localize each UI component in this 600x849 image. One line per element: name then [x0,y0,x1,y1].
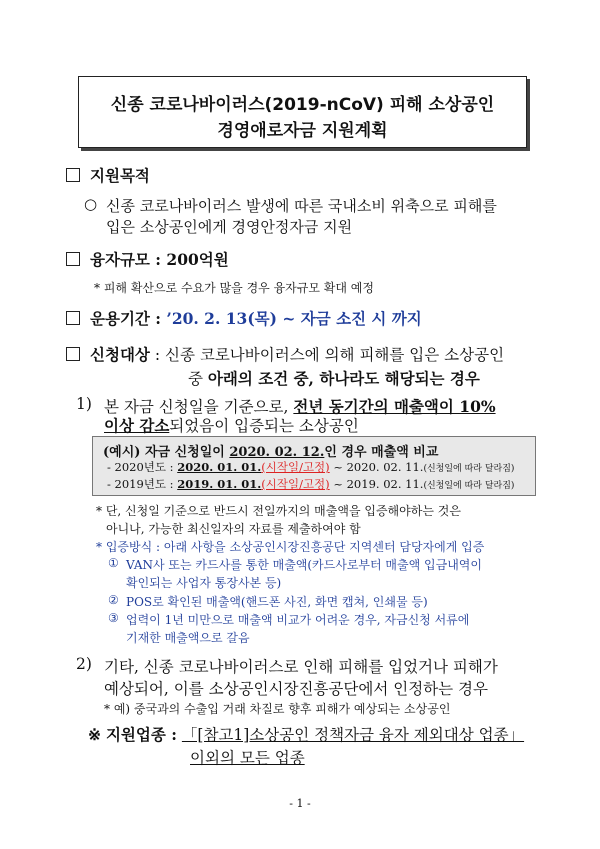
checkbox-square-icon [66,168,80,182]
proof-item3-line1: 업력이 1년 미만으로 매출액 비교가 어려운 경우, 자금신청 서류에 [126,613,470,627]
proof-item3-line2: 기재한 매출액으로 갈음 [126,631,250,645]
purpose-line1: 신종 코로나바이러스 발생에 따른 국내소비 위축으로 피해를 [106,197,497,215]
note1-line2: 아니나, 가능한 최신일자의 자료를 제출하여야 함 [106,522,361,536]
example-box [92,436,536,496]
cond1-line2: 이상 감소되었음이 입증되는 소상공인 [104,416,359,435]
purpose-bullet: ○ [84,195,98,213]
proof-item3-num: ③ [108,611,119,625]
checkbox-square-icon [66,252,80,266]
proof-item1-line2: 확인되는 사업자 통장사본 등) [126,576,282,590]
target-line2: 중 아래의 조건 중, 하나라도 해당되는 경우 [188,369,480,388]
section-purpose-heading: 지원목적 [66,164,150,186]
checkbox-square-icon [66,311,80,325]
cond2-number: 2) [76,655,92,673]
proof-item1-line1: VAN사 또는 카드사를 통한 매출액(카드사로부터 매출액 입금내역이 [126,558,482,572]
example-row-2020: - 2020년도 : 2020. 01. 01.(시작일/고정) ~ 2020. 02. 11.(신청일에 따라 달라짐) [107,460,515,474]
proof-item2-line1: POS로 확인된 매출액(핸드폰 사진, 화면 캡쳐, 인쇄물 등) [126,595,428,609]
checkbox-square-icon [66,347,80,361]
proof-item1-num: ① [108,556,119,570]
doc-title-line1: 신종 코로나바이러스(2019-nCoV) 피해 소상공인 [110,95,495,115]
note1-line1: * 단, 신청일 기준으로 반드시 전일까지의 매출액을 입증해야하는 것은 [96,504,461,518]
example-row-2019: - 2019년도 : 2019. 01. 01.(시작일/고정) ~ 2019. 02. 11.(신청일에 따라 달라짐) [107,477,515,491]
cond1-line1: 본 자금 신청일을 기준으로, 전년 동기간의 매출액이 10% [104,397,496,416]
cond2-line1: 기타, 신종 코로나바이러스로 인해 피해를 입었거나 피해가 [104,658,498,676]
proof-heading: * 입증방식 : 아래 사항을 소상공인시장진흥공단 지역센터 담당자에게 입증 [96,540,485,554]
cond1-number: 1) [76,395,92,413]
section-target-heading: 신청대상 : 신종 코로나바이러스에 의해 피해를 입은 소상공인 [66,343,504,365]
cond2-line2: 예상되어, 이를 소상공인시장진흥공단에서 인정하는 경우 [104,680,488,698]
title-box [78,76,527,148]
industry-line1: ※ 지원업종 : 「[참고1]소상공인 정책자금 융자 제외대상 업종」 [88,725,525,744]
proof-item2-num: ② [108,593,119,607]
industry-line2: 이외의 모든 업종 [190,749,305,767]
scale-note: * 피해 확산으로 수요가 많을 경우 융자규모 확대 예정 [94,281,374,295]
doc-title-line2: 경영애로자금 지원계획 [217,121,388,141]
example-heading: (예시) 자금 신청일이 2020. 02. 12.인 경우 매출액 비교 [103,445,439,460]
section-scale-heading: 융자규모 : 200억원 [66,248,229,270]
page-number: - 1 - [289,797,311,810]
section-period-heading: 운용기간 : ’20. 2. 13(목) ~ 자금 소진 시 까지 [66,307,422,329]
cond2-note: * 예) 중국과의 수출입 거래 차질로 향후 피해가 예상되는 소상공인 [104,702,451,716]
purpose-line2: 입은 소상공인에게 경영안정자금 지원 [106,218,353,236]
